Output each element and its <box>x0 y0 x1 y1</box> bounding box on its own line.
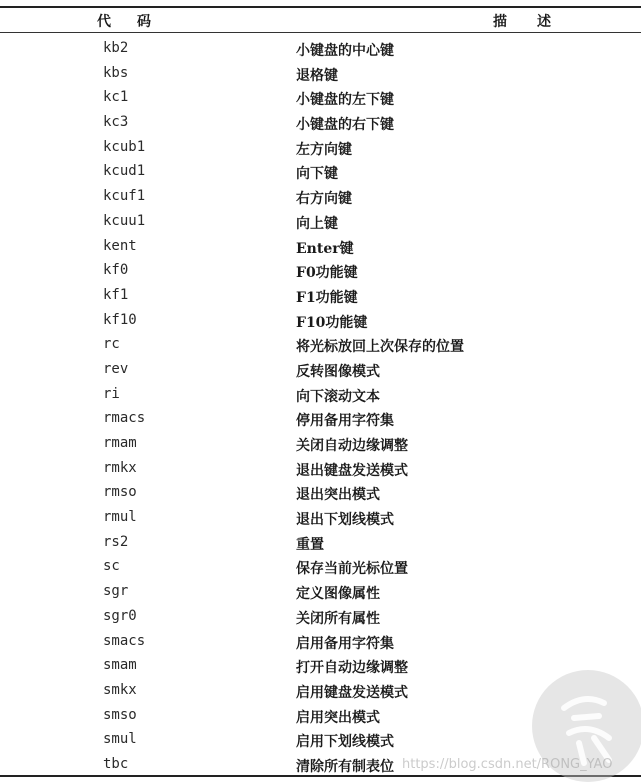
cell-description: 启用突出模式 <box>296 709 380 726</box>
cell-code: rc <box>103 336 120 353</box>
cell-code: kf0 <box>103 262 129 279</box>
table-row <box>0 160 641 185</box>
cell-code: rmul <box>103 509 137 526</box>
table-row <box>0 37 641 62</box>
table-row <box>0 630 641 655</box>
cell-description: 重置 <box>296 536 324 553</box>
cell-code: kcuf1 <box>103 188 146 205</box>
table-row <box>0 185 641 210</box>
cell-code: tbc <box>103 755 129 772</box>
table-row <box>0 580 641 605</box>
cell-description: 向上键 <box>296 215 338 232</box>
table-bottom-rule <box>0 775 641 777</box>
table-row <box>0 86 641 111</box>
cell-code: sgr <box>103 583 129 600</box>
table-row <box>0 111 641 136</box>
cell-code: rmkx <box>103 459 137 476</box>
cell-description: 反转图像模式 <box>296 363 380 380</box>
cell-code: smkx <box>103 681 137 698</box>
cell-code: rs2 <box>103 533 129 550</box>
table-row <box>0 481 641 506</box>
cell-description: F10功能键 <box>296 314 368 331</box>
cell-code: kf10 <box>103 311 137 328</box>
cell-code: rmso <box>103 484 137 501</box>
cell-code: kcud1 <box>103 163 146 180</box>
table-row <box>0 136 641 161</box>
table-row <box>0 457 641 482</box>
cell-code: smacs <box>103 632 146 649</box>
cell-code: sgr0 <box>103 607 137 624</box>
table-header <box>0 10 641 32</box>
table-row <box>0 383 641 408</box>
cell-description: 向下键 <box>296 166 338 183</box>
cell-code: kc1 <box>103 89 129 106</box>
cell-description: 关闭所有属性 <box>296 610 380 627</box>
table-row <box>0 259 641 284</box>
cell-description: 启用备用字符集 <box>296 635 394 652</box>
watermark-logo-icon <box>554 688 624 768</box>
cell-code: smso <box>103 706 137 723</box>
cell-code: kcuu1 <box>103 212 146 229</box>
cell-description: 启用键盘发送模式 <box>296 684 408 701</box>
table-row <box>0 432 641 457</box>
table-top-rule <box>0 6 641 8</box>
cell-description: 小键盘的右下键 <box>296 117 394 134</box>
cell-description: 向下滚动文本 <box>296 388 380 405</box>
cell-description: 将光标放回上次保存的位置 <box>296 339 464 356</box>
cell-code: kent <box>103 237 137 254</box>
cell-description: 关闭自动边缘调整 <box>296 438 408 454</box>
cell-code: smam <box>103 657 137 674</box>
table-row <box>0 62 641 87</box>
cell-description: 保存当前光标位置 <box>296 561 408 578</box>
table-row <box>0 284 641 309</box>
table-body <box>0 37 641 778</box>
cell-description: 退出键盘发送模式 <box>296 462 408 479</box>
cell-description: 退格键 <box>296 67 338 84</box>
cell-code: kc3 <box>103 114 129 131</box>
watermark-url: https://blog.csdn.net/RONG_YAO <box>402 757 613 772</box>
cell-code: rev <box>103 360 129 377</box>
cell-code: rmacs <box>103 410 146 427</box>
table-row <box>0 358 641 383</box>
cell-code: smul <box>103 731 137 748</box>
table-row <box>0 333 641 358</box>
cell-code: sc <box>103 558 120 575</box>
table-header-rule <box>0 32 641 33</box>
table-row <box>0 555 641 580</box>
table-row <box>0 506 641 531</box>
cell-description: 左方向键 <box>296 141 352 158</box>
cell-description: Enter键 <box>296 240 354 257</box>
cell-description: 右方向键 <box>296 191 352 208</box>
cell-code: kf1 <box>103 286 129 303</box>
cell-description: 停用备用字符集 <box>296 413 394 430</box>
table-row <box>0 605 641 630</box>
cell-description: 小键盘的左下键 <box>296 92 394 109</box>
cell-description: 退出突出模式 <box>296 487 380 504</box>
table-row <box>0 309 641 334</box>
table-row <box>0 407 641 432</box>
cell-code: kbs <box>103 64 129 81</box>
table-row <box>0 654 641 679</box>
cell-code: ri <box>103 385 120 402</box>
cell-description: F0功能键 <box>296 265 358 282</box>
header-code: 代码 <box>97 14 177 30</box>
cell-description: 打开自动边缘调整 <box>296 660 408 677</box>
table-row <box>0 235 641 260</box>
cell-code: rmam <box>103 435 137 451</box>
table-row <box>0 531 641 556</box>
cell-description: F1功能键 <box>296 289 358 306</box>
header-description: 描述 <box>493 14 581 30</box>
cell-code: kb2 <box>103 40 129 56</box>
cell-description: 小键盘的中心键 <box>296 43 394 59</box>
cell-description: 退出下划线模式 <box>296 512 394 529</box>
cell-description: 清除所有制表位 <box>296 758 394 775</box>
cell-code: kcub1 <box>103 138 146 155</box>
cell-description: 定义图像属性 <box>296 586 380 603</box>
table-row <box>0 210 641 235</box>
cell-description: 启用下划线模式 <box>296 734 394 751</box>
